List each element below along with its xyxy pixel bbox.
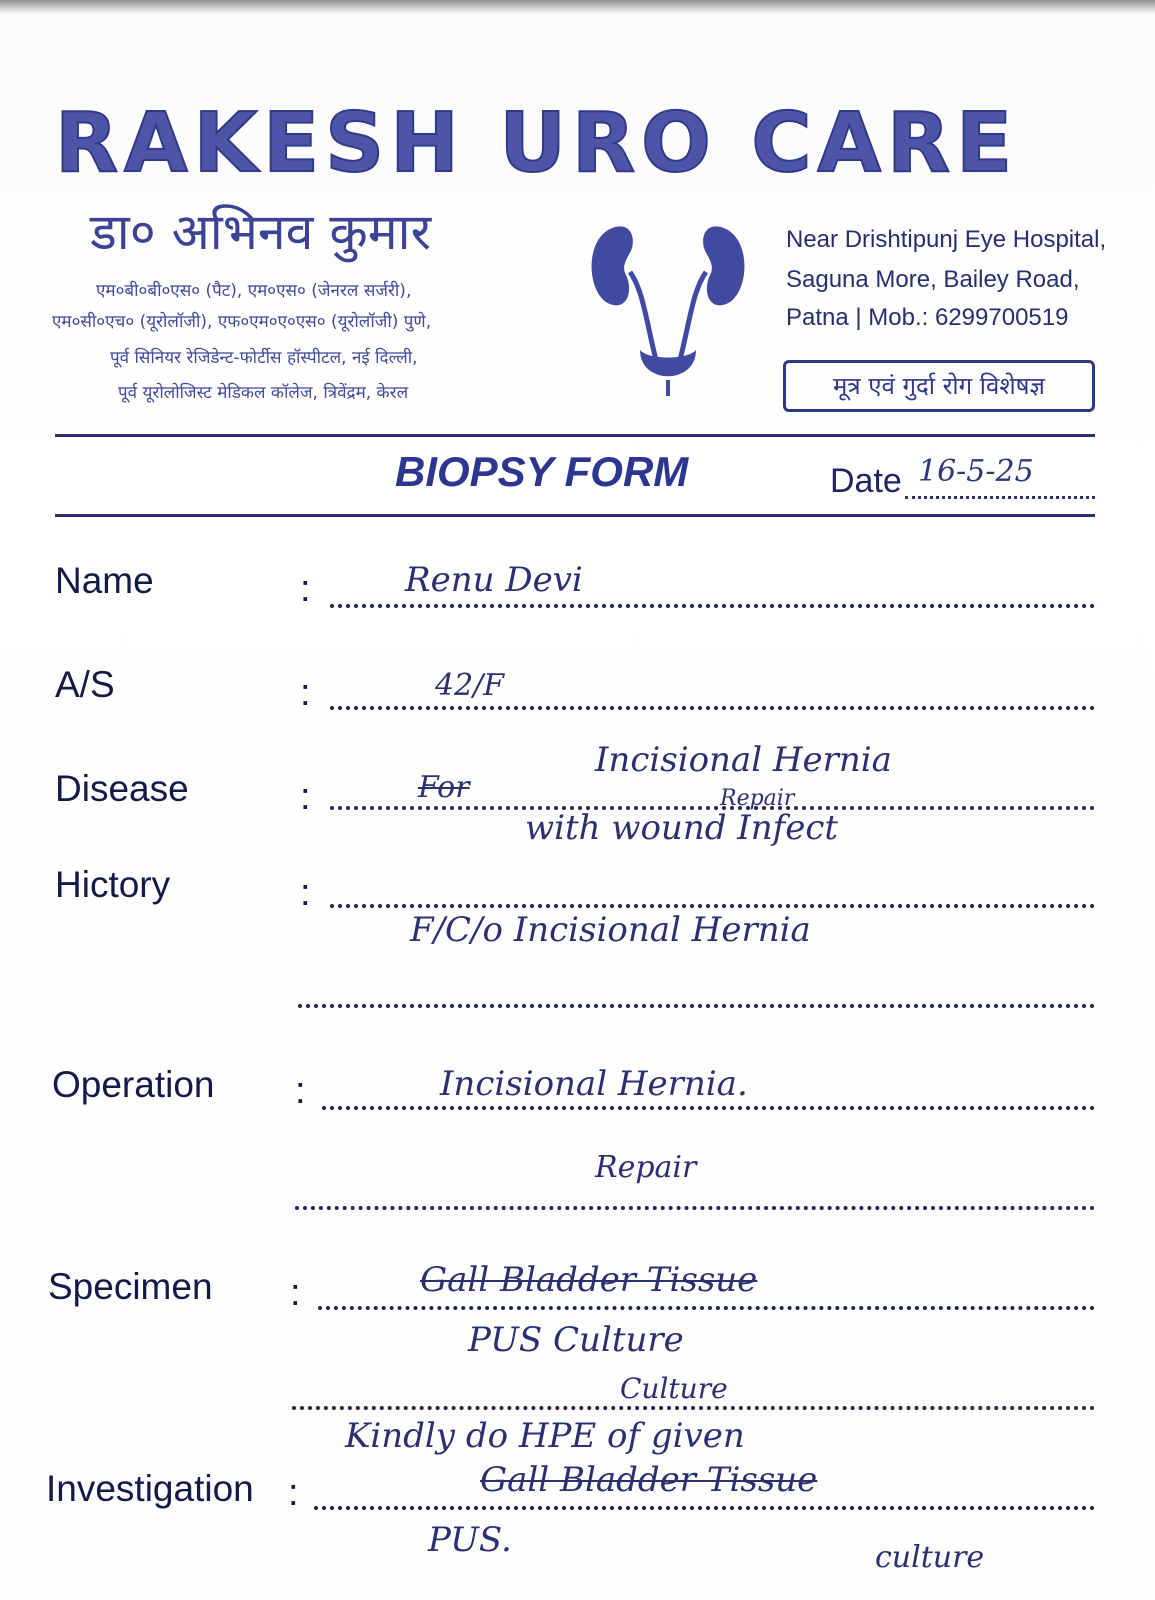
photo-top-edge xyxy=(0,0,1155,14)
age-sex-dotted-line xyxy=(330,706,1095,710)
operation-value-line1: Incisional Hernia. xyxy=(440,1064,748,1104)
date-value: 16-5-25 xyxy=(918,454,1034,489)
investigation-label: Investigation xyxy=(46,1468,254,1509)
specimen-struck-text: Gall Bladder Tissue xyxy=(420,1260,758,1300)
investigation-value-culture: culture xyxy=(875,1540,985,1575)
qualification-line: एम०बी०बी०एस० (पैट), एम०एस० (जेनरल सर्जरी), xyxy=(96,281,412,301)
colon: : xyxy=(300,776,311,818)
history-label: Hictory xyxy=(55,864,171,905)
disease-struck-text: For xyxy=(418,770,470,805)
disease-value-line1: Incisional Hernia xyxy=(595,740,892,780)
kidney-bladder-icon xyxy=(588,210,748,400)
doctor-name: डा० अभिनव कुमार xyxy=(90,203,432,261)
disease-label: Disease xyxy=(55,768,189,809)
date-label: Date xyxy=(830,462,902,500)
colon: : xyxy=(295,1070,306,1112)
qualification-line: पूर्व सिनियर रेजिडेन्ट-फोर्टीस हॉस्पीटल, नई दिल्ली, xyxy=(110,348,418,368)
history-dotted-line xyxy=(330,904,1095,908)
form-title: BIOPSY FORM xyxy=(395,448,689,495)
colon: : xyxy=(288,1472,299,1514)
qualification-line: पूर्व यूरोलोजिस्ट मेडिकल कॉलेज, त्रिवेंद्रम, केरल xyxy=(118,383,409,403)
age-sex-value: 42/F xyxy=(435,668,505,703)
date-dotted-line xyxy=(905,496,1095,499)
disease-value-repair: Repair xyxy=(720,786,795,811)
address-line: Saguna More, Bailey Road, xyxy=(786,266,1080,293)
colon: : xyxy=(300,568,311,610)
address-line: Patna | Mob.: 6299700519 xyxy=(786,304,1069,331)
age-sex-label: A/S xyxy=(55,664,115,705)
specimen-dotted-line xyxy=(318,1306,1095,1310)
name-dotted-line xyxy=(330,604,1095,608)
operation-label: Operation xyxy=(52,1064,215,1105)
operation-dotted-line xyxy=(322,1106,1095,1110)
address-line: Near Drishtipunj Eye Hospital, xyxy=(786,226,1107,253)
disease-value-line2: with wound Infect xyxy=(525,808,839,848)
specimen-dotted-line-2 xyxy=(292,1406,1095,1410)
qualification-line: एम०सी०एच० (यूरोलॉजी), एफ०एम०ए०एस० (यूरोलॉजी) पुणे, xyxy=(52,312,432,332)
investigation-dotted-line xyxy=(314,1506,1095,1510)
header-rule xyxy=(55,434,1095,437)
title-rule xyxy=(55,514,1095,517)
history-dotted-line-2 xyxy=(298,1004,1095,1008)
colon: : xyxy=(300,672,311,714)
investigation-note: Kindly do HPE of given xyxy=(345,1416,745,1456)
specimen-value-line1: PUS Culture xyxy=(468,1320,684,1360)
clinic-brand: RAKESH URO CARE xyxy=(55,96,1019,191)
colon: : xyxy=(290,1272,301,1314)
specimen-value-line2: Culture xyxy=(620,1372,728,1405)
colon: : xyxy=(300,872,311,914)
name-label: Name xyxy=(55,560,154,601)
specialty-badge: मूत्र एवं गुर्दा रोग विशेषज्ञ xyxy=(783,360,1095,412)
specimen-label: Specimen xyxy=(48,1266,213,1307)
investigation-value-pus: PUS. xyxy=(428,1520,512,1560)
history-value-line1: F/C/o Incisional Hernia xyxy=(410,910,811,950)
operation-dotted-line-2 xyxy=(295,1206,1095,1210)
investigation-struck-text: Gall Bladder Tissue xyxy=(480,1460,818,1500)
name-value: Renu Devi xyxy=(405,560,583,600)
operation-value-line2: Repair xyxy=(595,1150,697,1185)
